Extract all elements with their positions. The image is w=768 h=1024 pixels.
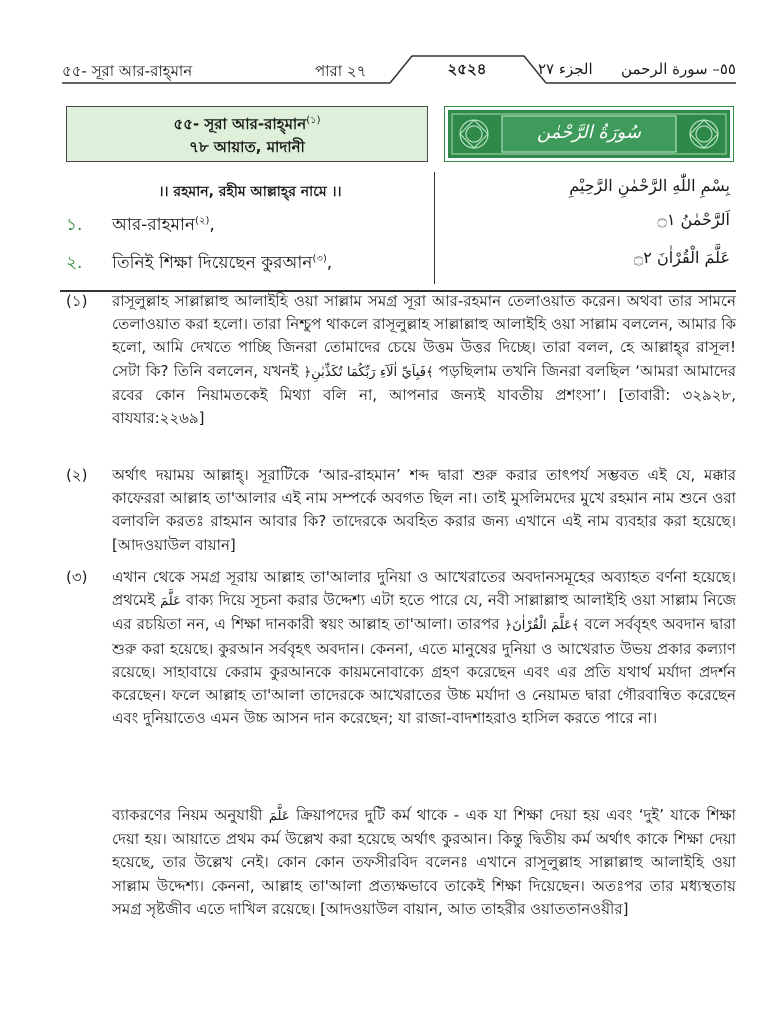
verse-translation: তিনিই শিক্ষা দিয়েছেন কুরআন$^{(৩)}$, [112, 253, 333, 273]
surah-title: ৫৫- সূরা আর-রাহ্‌মান$^{(১)}$ [173, 115, 321, 133]
bismillah-bengali: ।। রহমান, রহীম আল্লাহ্‌র নামে ।। [158, 184, 342, 200]
footnote-text: রাসূলুল্লাহ সাল্লাল্লাহু আলাইহি ওয়া সাল্লাম সমগ্র সূরা আর-রহমান তেলাওয়াত করেন। অথবা তার সামনে তেলাওয়াত করা হলো। তারা নিশ্চুপ থাকলে রাসূলুল্লাহ সাল্লাল্লাহু আলাইহি ওয়া সাল্লাম বললেন, আমার কি হলো, আমি দেখতে পাচ্ছি জিনরা তোমাদের চেয়ে উত্তম উত্তর দিচ্ছে। তারা বলল, হে আল্লাহ্‌র রাসূল! সেটা কি? তিনি বললেন, যখনই ﴿فَبِاَيِّ اٰلَآءِ رَبِّكُمَا تُكَذِّبٰنِ﴾ পড়ছিলাম তখনি জিনরা বলছিল ‘আমরা আমাদের রবের কোন নিয়ামতকেই মিথ্যা বলি না, আপনার জন্যই যাবতীয় প্রশংসা’। [তাবারী: ৩২৯২৮, বাযযার:২২৬৯] [112, 292, 737, 428]
arabic-word: عَلَّمَ [160, 594, 181, 610]
header-juz-ar: الجزء ٢٧ [538, 60, 593, 78]
footnote-text: ব্যাকরণের নিয়ম অনুযায়ী عَلَّمَ ক্রিয়াপদের দুটি কর্ম থাকে - এক যা শিক্ষা দেয়া হয় এবং ‘দুই’ যাকে শিক্ষা দেয়া হয়। আয়াতে প্রথম কর্ম উল্লেখ করা হয়েছে অর্থাৎ কুরআন। কিন্তু দ্বিতীয় কর্ম অর্থাৎ কাকে শিক্ষা দেয়া হয়েছে, তার উল্লেখ নেই। কোন কোন তফসীরবিদ বলেনঃ এখানে রাসূলুল্লাহ সাল্লাল্লাহু আলাইহি ওয়া সাল্লাম উদ্দেশ্য। কেননা, আল্লাহ তা'আলা প্রত্যক্ষভাবে তাকেই শিক্ষা দিয়েছেন। অতঃপর তার মধ্যস্থতায় সমগ্র সৃষ্টজীব এতে দাখিল রয়েছে। [আদওয়াউল বায়ান, আত তাহরীর ওয়াততানওয়ীর] [112, 806, 736, 918]
header-surah-bn: ৫৫- সূরা আর-রাহ্‌মান [62, 62, 193, 80]
surah-info: ৭৮ আয়াত, মাদানী [189, 138, 305, 156]
footnote-number: (২) [66, 466, 88, 484]
banner-surah-name: سُورَةُ الرَّحْمٰن [537, 122, 641, 143]
verse-arabic: اَلرَّحْمٰنُ ۝١ [657, 210, 730, 229]
arabic-word: عَلَّمَ [268, 809, 290, 824]
footnote-mark: (২) [195, 215, 210, 227]
verse-arabic: عَلَّمَ الْقُرْاٰنَ ۝٢ [633, 248, 730, 267]
verse-translation: আর-রাহমান$^{(২)}$, [112, 215, 215, 235]
column-divider [434, 172, 435, 284]
bismillah-arabic: بِسْمِ اللّٰهِ الرَّحْمٰنِ الرَّحِيْمِ [569, 176, 730, 195]
surah-name-banner [444, 106, 734, 162]
footnote-text: এখান থেকে সমগ্র সূরায় আল্লাহ তা'আলার দুনিয়া ও আখেরাতের অবদানসমূহের অব্যাহত বর্ণনা হয়েছে। প্রথমেই عَلَّمَ বাক্য দিয়ে সূচনা করার উদ্দেশ্য এটা হতে পারে যে, নবী সাল্লাল্লাহু আলাইহি ওয়া সাল্লাম নিজে এর রচয়িতা নন, এ শিক্ষা দানকারী স্বয়ং আল্লাহ তা'আলা। তারপর ﴿عَلَّمَ الْقُرْاٰنَ﴾ বলে সর্ববৃহৎ অবদান দ্বারা শুরু করা হয়েছে। কুরআন সর্ববৃহৎ অবদান। কেননা, এতে মানুষের দুনিয়া ও আখেরাত উভয় প্রকার কল্যাণ রয়েছে। সাহাবায়ে কেরাম কুরআনকে কায়মনোবাক্যে গ্রহণ করেছেন এবং এর প্রতি যথার্থ মর্যাদা প্রদর্শন করেছেন। ফলে আল্লাহ তা'আলা তাদেরকে আখেরাতের উচ্চ মর্যাদা ও নেয়ামত দ্বারা গৌরবান্বিত করেছেন এবং দুনিয়াতেও এমন উচ্চ আসন দান করেছেন; যা রাজা-বাদশাহরাও হাসিল করতে পারে না। [112, 568, 736, 728]
surah-title-box [66, 106, 428, 162]
footnote-mark: (১) [306, 115, 321, 126]
footnote-number: (৩) [66, 568, 88, 586]
page-number: ২৫২৪ [447, 60, 487, 78]
arabic-quote: ﴿عَلَّمَ الْقُرْاٰنَ﴾ [504, 618, 580, 634]
header-para: পারা ২৭ [315, 62, 367, 80]
page-header [62, 54, 736, 84]
verse-number: ২. [66, 253, 83, 273]
footnote-mark: (৩) [312, 253, 327, 265]
footnote-number: (১) [66, 292, 88, 310]
arabic-quote: ﴿فَبِاَيِّ اٰلَآءِ رَبِّكُمَا تُكَذِّبٰنِ﴾ [303, 364, 434, 380]
verse-number: ১. [66, 215, 83, 235]
header-surah-ar: ٥٥– سورة الرحمن [621, 60, 736, 78]
footnote-text: অর্থাৎ দয়াময় আল্লাহ্‌। সূরাটিকে ‘আর-রাহমান’ শব্দ দ্বারা শুরু করার তাৎপর্য সম্ভবত এই যে, মক্কার কাফেররা আল্লাহ তা'আলার এই নাম সম্পর্কে অবগত ছিল না। তাই মুসলিমদের মুখে রহমান নাম শুনে ওরা বলাবলি করতঃ রাহমান আবার কি? তাদেরকে অবহিত করার জন্য এখানে এই নাম ব্যবহার করা হয়েছে। [আদওয়াউল বায়ান] [112, 466, 736, 554]
